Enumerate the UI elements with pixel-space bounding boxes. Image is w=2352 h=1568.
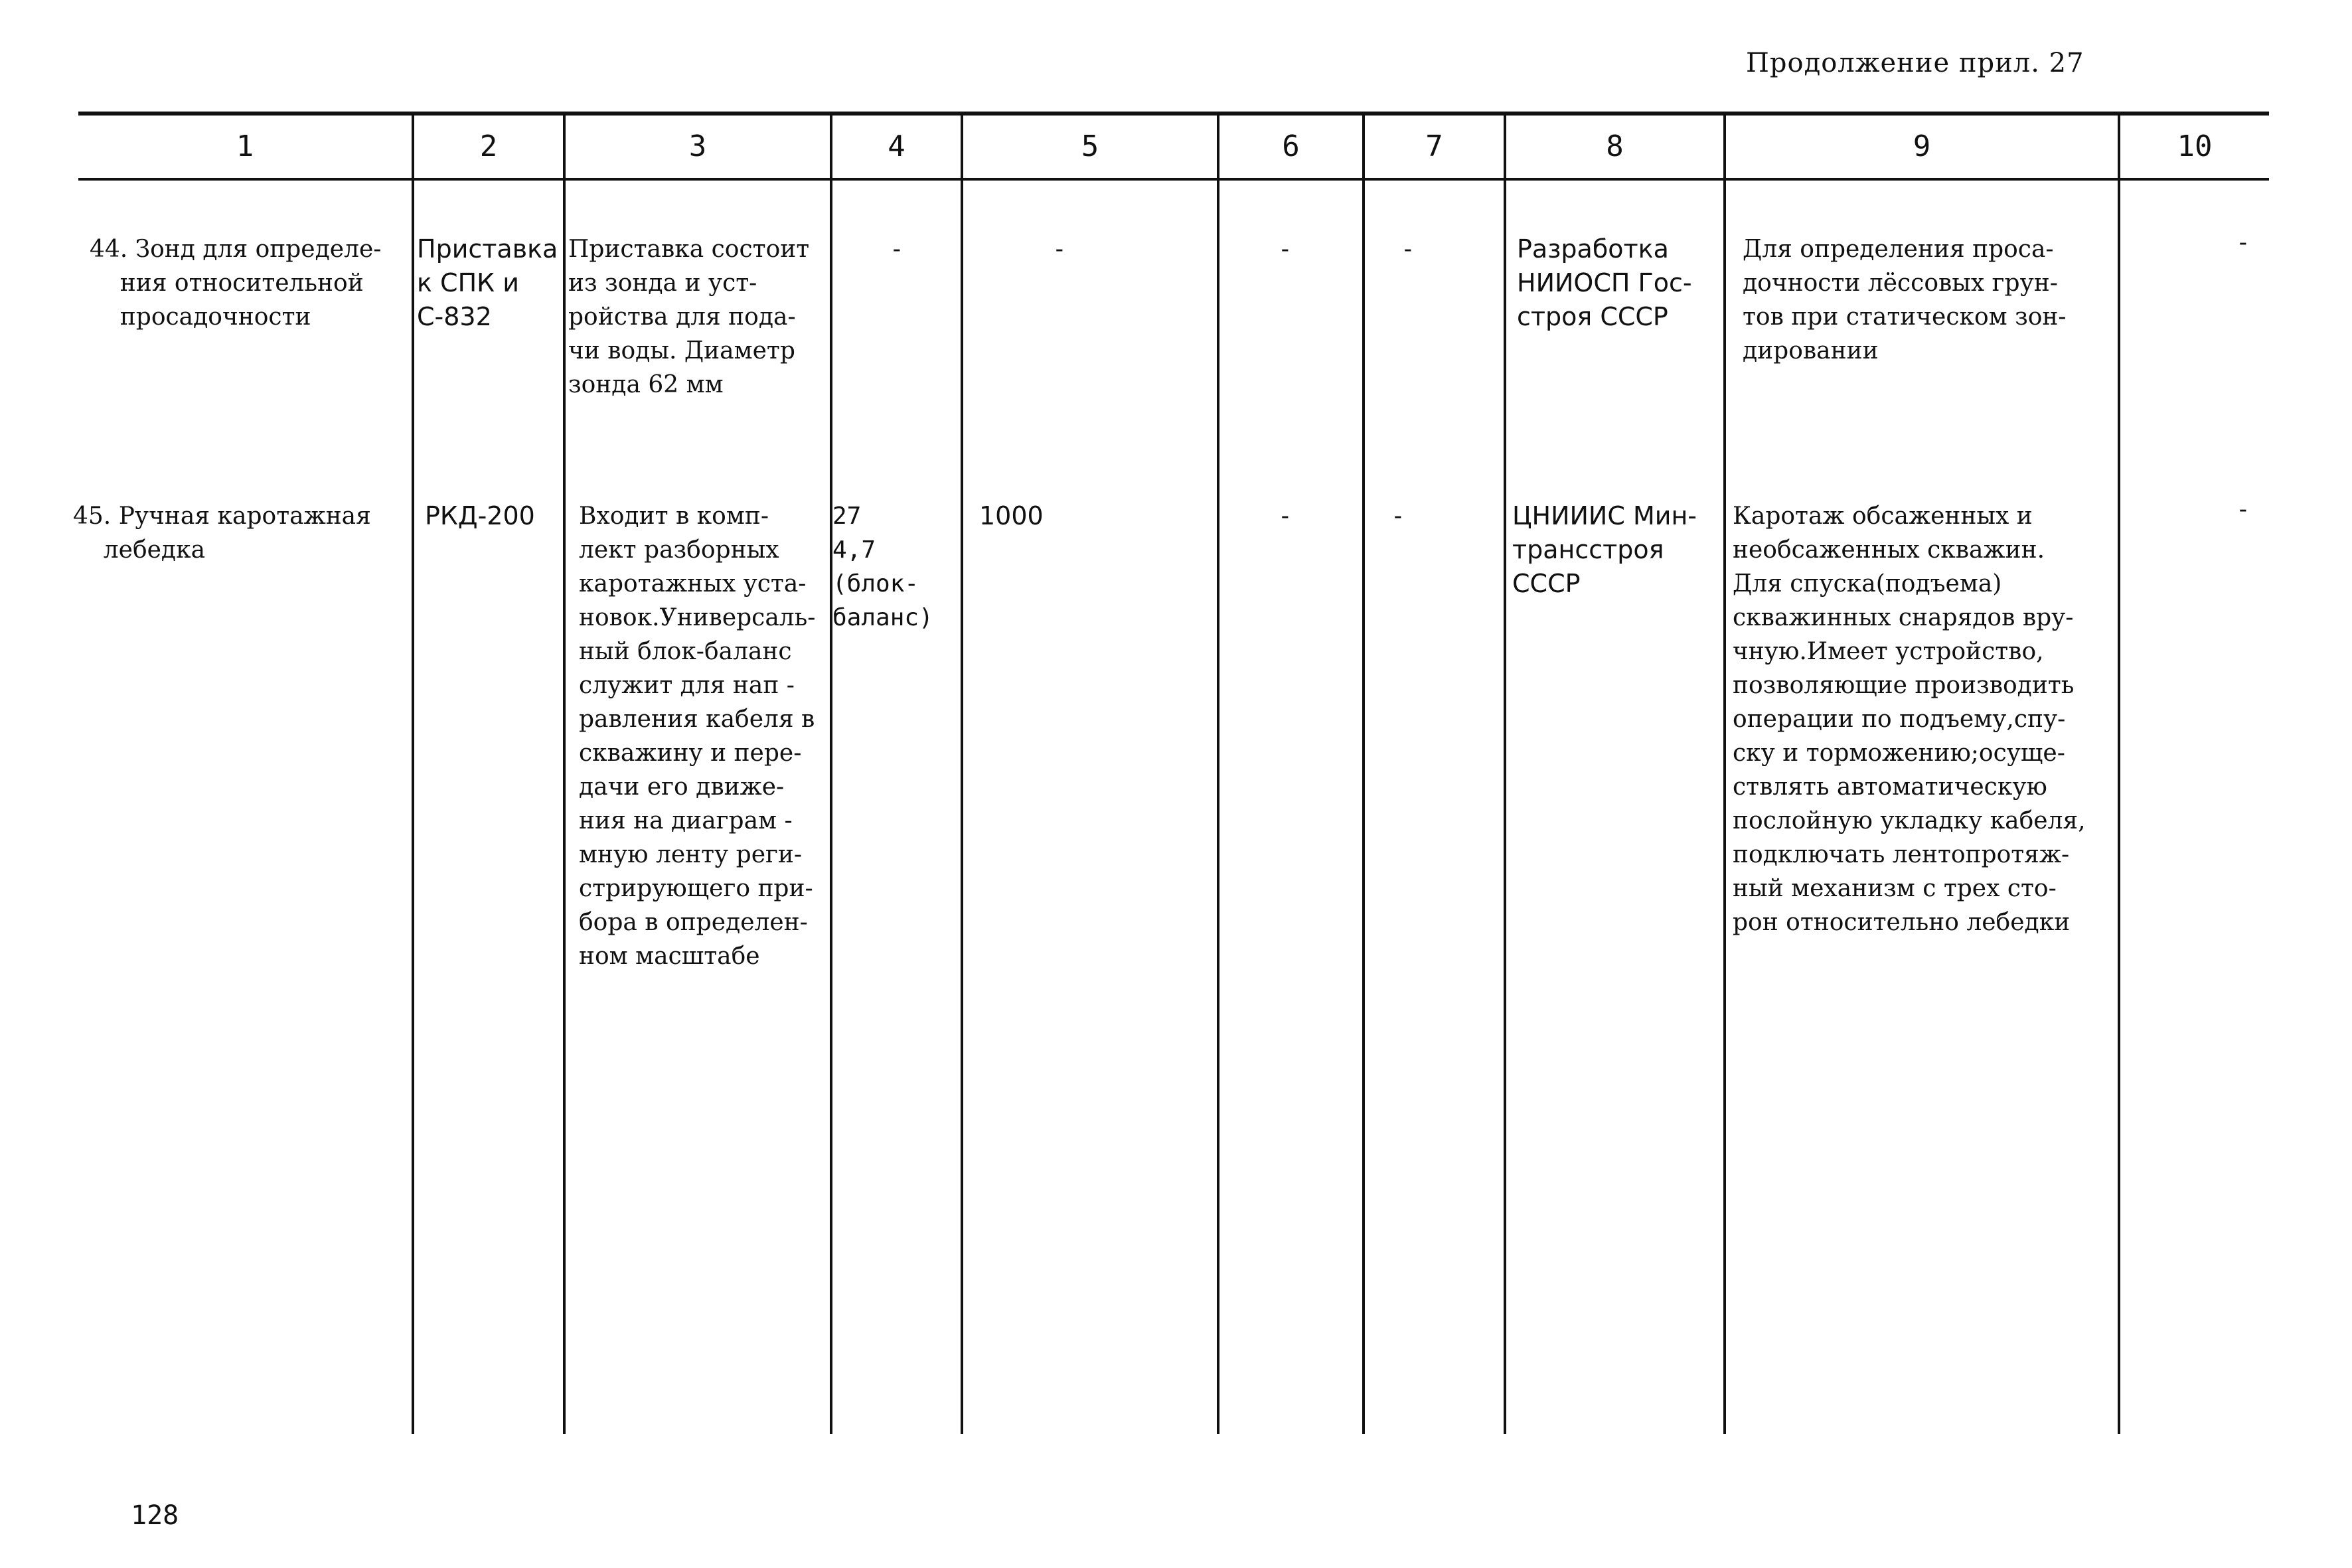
row-45-col4: 27 4,7 (блок- баланс) xyxy=(832,503,933,631)
row-45-name: 45. Ручная каротажная лебедка xyxy=(73,503,371,564)
column-header-2: 2 xyxy=(479,129,498,163)
column-header-10: 10 xyxy=(2177,129,2213,163)
page-header-continuation: Продолжение прил. 27 xyxy=(1746,48,2084,78)
page-number: 128 xyxy=(131,1500,179,1531)
column-header-7: 7 xyxy=(1425,129,1443,163)
column-divider xyxy=(412,113,414,1434)
row-44-col4: - xyxy=(890,236,904,263)
row-45-purpose: Каротаж обсаженных и необсаженных скважин. Для спуска(подъема) скважинных снарядов вру- чную.Имеет устройство, позволяющие производить операции по подъему,спу- ску и торможению;осуще- ствлять автоматическую послойную укладку кабеля, подключать лентопротяж- ный механизм с трех сто- рон относительно лебедки xyxy=(1733,503,2086,936)
row-45-col7: - xyxy=(1391,503,1405,530)
column-divider xyxy=(1504,113,1506,1434)
table-top-rule xyxy=(78,112,2269,116)
column-divider xyxy=(961,113,963,1434)
column-header-6: 6 xyxy=(1282,129,1300,163)
row-44-description: Приставка состоит из зонда и уст- ройства для пода- чи воды. Диаметр зонда 62 мм xyxy=(568,236,810,398)
table-header-rule xyxy=(78,178,2269,181)
row-45-col10: - xyxy=(2236,496,2250,523)
row-44-model: Приставка к СПК и С-832 xyxy=(417,234,558,331)
column-divider xyxy=(563,113,566,1434)
column-divider xyxy=(1723,113,1726,1434)
column-header-8: 8 xyxy=(1606,129,1624,163)
row-45-model: РКД-200 xyxy=(425,501,535,530)
column-divider xyxy=(830,113,832,1434)
column-header-5: 5 xyxy=(1081,129,1099,163)
column-divider xyxy=(2118,113,2120,1434)
row-44-name: 44. Зонд для определе- ния относительной просадочности xyxy=(90,236,382,331)
row-44-purpose: Для определения проса- дочности лёссовых грун- тов при статическом зон- дировании xyxy=(1743,236,2067,364)
row-44-col7: - xyxy=(1401,236,1415,263)
column-divider xyxy=(1217,113,1219,1434)
row-45-description: Входит в комп- лект разборных каротажных уста- новок.Универсаль- ный блок-баланс служит для нап - равления кабеля в скважину и пере- дачи его движе- ния на диаграм - мную ленту реги- стрирующего при- бора в определен- ном масштабе xyxy=(579,503,816,970)
column-header-9: 9 xyxy=(1913,129,1931,163)
row-44-col6: - xyxy=(1278,236,1293,263)
row-45-col5: 1000 xyxy=(979,501,1044,530)
row-44-col10: - xyxy=(2236,229,2250,256)
column-header-4: 4 xyxy=(888,129,905,163)
column-header-1: 1 xyxy=(236,129,254,163)
row-44-col5: - xyxy=(1052,236,1067,263)
row-44-developer: Разработка НИИОСП Гос- строя СССР xyxy=(1517,234,1692,331)
column-header-3: 3 xyxy=(688,129,707,163)
row-45-developer: ЦНИИИС Мин- трансстроя СССР xyxy=(1512,501,1697,598)
row-45-col6: - xyxy=(1278,503,1293,530)
column-divider xyxy=(1362,113,1365,1434)
